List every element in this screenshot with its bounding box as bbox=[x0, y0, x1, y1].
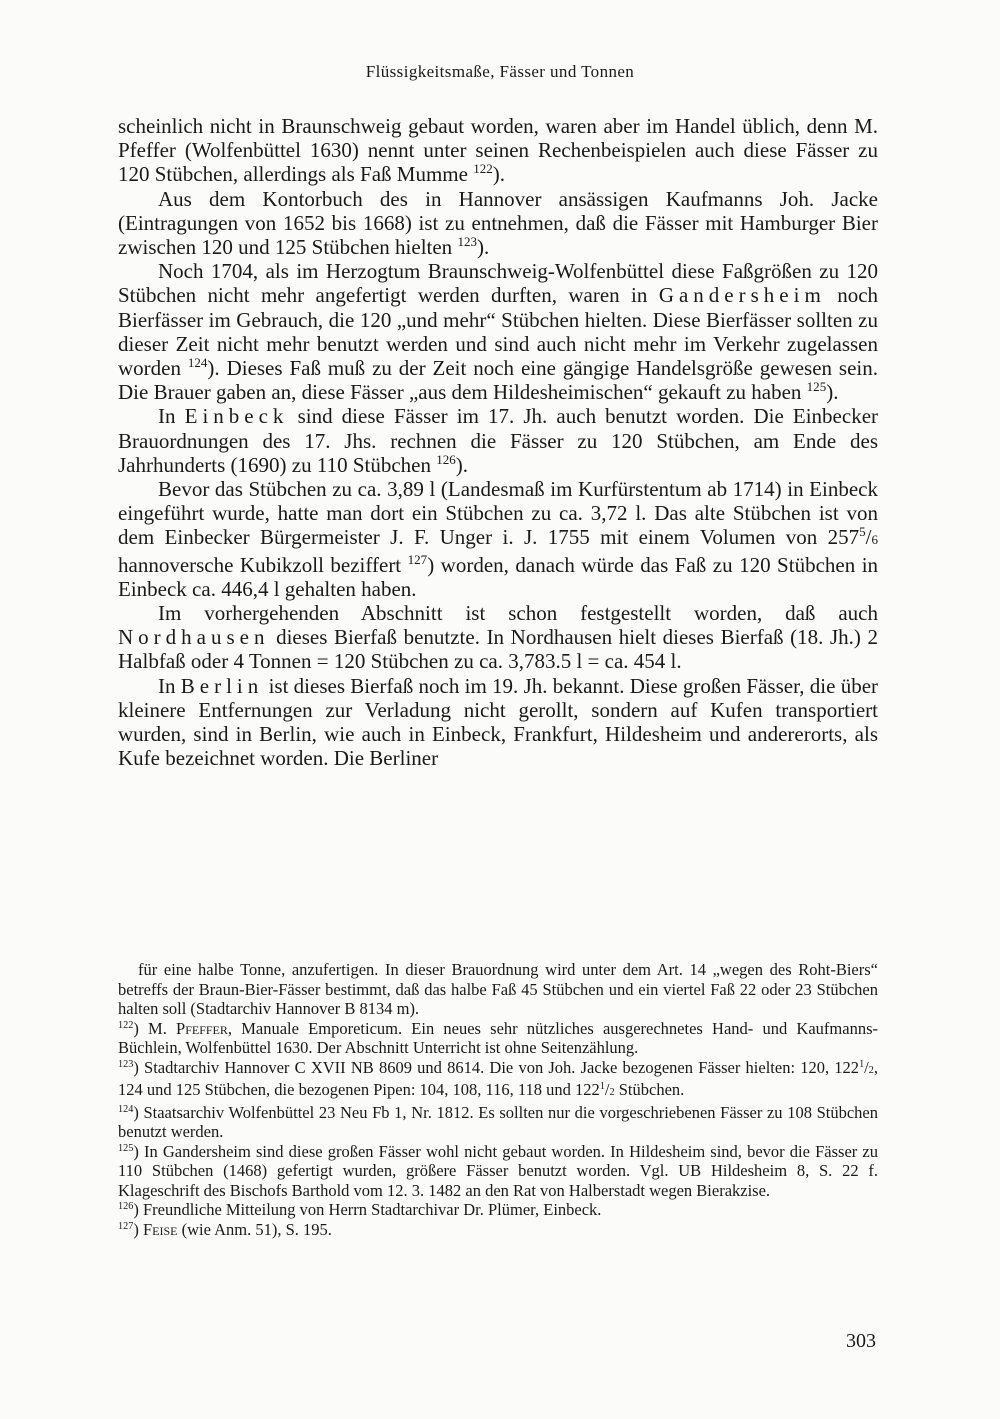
footnote-number: 125 bbox=[118, 1142, 134, 1154]
footnote-124: $^{124}$) Staatsarchiv Wolfenbüttel 23 Neu Fb 1, Nr. 1812. Es sollten nur die vorgeschriebenen Fässer zu 108 Stübchen benutzt werden. bbox=[118, 1102, 878, 1141]
footnote-number: 122 bbox=[118, 1019, 134, 1031]
running-header: Flüssigkeitsmaße, Fässer und Tonnen bbox=[365, 62, 635, 81]
place-name-einbeck: Einbeck bbox=[184, 404, 289, 429]
footnote-ref-122[interactable]: 122 bbox=[473, 161, 493, 177]
footnote-ref-126[interactable]: 126 bbox=[436, 452, 456, 468]
paragraph-7: In Berlin ist dieses Bierfaß noch im 19. Jh. bekannt. Diese großen Fässer, die über kleinere Entfernungen zur Verladung nicht gerollt, sondern auf Kufen transportiert wurden, sind in Berlin, wie auch in Einbeck, Frankfurt, Hildesheim und andererorts, als Kufe bezeichnet worden. Die Berliner bbox=[118, 673, 879, 771]
footnote-ref-124[interactable]: 124 bbox=[187, 355, 208, 371]
place-name-nordhausen: Nordhausen bbox=[118, 625, 270, 650]
author-name: Feise bbox=[142, 1219, 178, 1239]
place-name-berlin: Berlin bbox=[180, 673, 264, 698]
place-name-gandersheim: Gandersheim bbox=[658, 283, 826, 308]
footnote-122: $^{122}$) M. Pfeffer, Manuale Emporeticum. Ein neues sehr nützliches ausgerechnetes Hand- und Kaufmanns-Büchlein, Wolfenbüttel 1630. Der Abschnitt Unterricht ist ohne Seitenzählung. bbox=[118, 1018, 878, 1057]
footnote-125: $^{125}$) In Gandersheim sind diese großen Fässer wohl nicht gebaut worden. In Hildesheim sind, bevor die Fässer zu 110 Stübchen (1468) gefertigt wurden, größere Fässer benutzt worden. Vgl. UB Hildesheim 8, S. 22 f. Klageschrift des Bischofs Barthold vom 12. 3. 1482 an den Rat von Halberstadt wegen Bierakzise. bbox=[118, 1141, 878, 1200]
footnote-ref-123[interactable]: 123 bbox=[457, 234, 477, 250]
author-name: M. Pfeffer bbox=[148, 1018, 228, 1038]
footnote-127: $^{127}$) Feise (wie Anm. 51), S. 195. bbox=[118, 1219, 332, 1239]
paragraph-2: Aus dem Kontorbuch des in Hannover ansässigen Kaufmanns Joh. Jacke (Eintragungen von 1652 bis 1668) ist zu entnehmen, daß die Fässer mit Hamburger Bier zwischen 120 und 125 Stübchen hielten $^{123}$). bbox=[118, 186, 878, 260]
fraction-numerator: 5 bbox=[859, 524, 866, 540]
paragraph-1: scheinlich nicht in Braunschweig gebaut worden, waren aber im Handel üblich, denn M. Pfeffer (Wolfenbüttel 1630) nennt unter seinen Rechenbeispielen auch diese Fässer zu 120 Stübchen, allerdings als Faß Mumme $^{122}$). bbox=[118, 114, 878, 187]
footnote-ref-127[interactable]: 127 bbox=[407, 551, 428, 567]
footnote-number: 124 bbox=[118, 1103, 134, 1115]
footnote-ref-125[interactable]: 125 bbox=[806, 379, 827, 395]
paragraph-4: In Einbeck sind diese Fässer im 17. Jh. auch benutzt worden. Die Einbecker Brauordnungen des 17. Jhs. rechnen die Fässer zu 120 Stübchen, am Ende des Jahrhunderts (1690) zu 110 Stübchen $^{126}$). bbox=[118, 404, 879, 477]
fraction-denominator: 6 bbox=[871, 532, 878, 548]
main-text bbox=[118, 114, 878, 770]
footnote-continuation: für eine halbe Tonne, anzufertigen. In dieser Brauordnung wird unter dem Art. 14 „wegen des Roht-Biers“ betreffs der Braun-Bier-Fässer bestimmt, daß das halbe Faß 45 Stübchen und ein viertel Faß 22 oder 23 Stübchen halten soll (Stadtarchiv Hannover B 8134 m). bbox=[118, 960, 878, 1018]
footnote-126: $^{126}$) Freundliche Mitteilung von Herrn Stadtarchivar Dr. Plümer, Einbeck. bbox=[118, 1200, 602, 1219]
paragraph-6: Im vorhergehenden Abschnitt ist schon festgestellt worden, daß auch Nordhausen dieses Bierfaß benutzte. In Nordhausen hielt dieses Bierfaß (18. Jh.) 2 Halbfaß oder 4 Tonnen = 120 Stübchen zu ca. 3,783.5 l = ca. 454 l. bbox=[118, 601, 878, 674]
footnote-number: 123 bbox=[118, 1058, 134, 1070]
footnote-123: $^{123}$) Stadtarchiv Hannover C XVII NB 8609 und 8614. Die von Joh. Jacke bezogenen Fässer hielten: 120, $122^1/2$, 124 und 125 Stübchen, die bezogenen Pipen: 104, 108, 116, 118 und $122^1/2$ Stübchen. bbox=[118, 1057, 878, 1099]
footnotes bbox=[118, 960, 878, 1239]
page-number: 303 bbox=[846, 1330, 876, 1352]
paragraph-5: Bevor das Stübchen zu ca. 3,89 l (Landesmaß im Kurfürstentum ab 1714) in Einbeck eingeführt wurde, hatte man dort ein Stübchen zu ca. 3,72 l. Das alte Stübchen ist von dem Einbecker Bürgermeister J. F. Unger i. J. 1755 mit einem Volumen von $257^5/6$ hannoversche Kubikzoll beziffert $^{127}$) worden, danach würde das Faß zu 120 Stübchen in Einbeck ca. 446,4 l gehalten haben. bbox=[118, 477, 879, 601]
footnote-number: 126 bbox=[118, 1200, 134, 1212]
footnote-number: 127 bbox=[118, 1220, 134, 1232]
paragraph-3: Noch 1704, als im Herzogtum Braunschweig-Wolfenbüttel diese Faßgrößen zu 120 Stübchen nicht mehr angefertigt werden durften, waren in Gandersheim noch Bierfässer im Gebrauch, die 120 „und mehr“ Stübchen hielten. Diese Bierfässer sollten zu dieser Zeit nicht mehr benutzt werden und sind auch nicht mehr im Verkehr zugelassen worden $^{124}$). Dieses Faß muß zu der Zeit noch eine gängige Handelsgröße gewesen sein. Die Brauer gaben an, diese Fässer „aus dem Hildesheimischen“ gekauft zu haben $^{125}$). bbox=[118, 259, 879, 405]
